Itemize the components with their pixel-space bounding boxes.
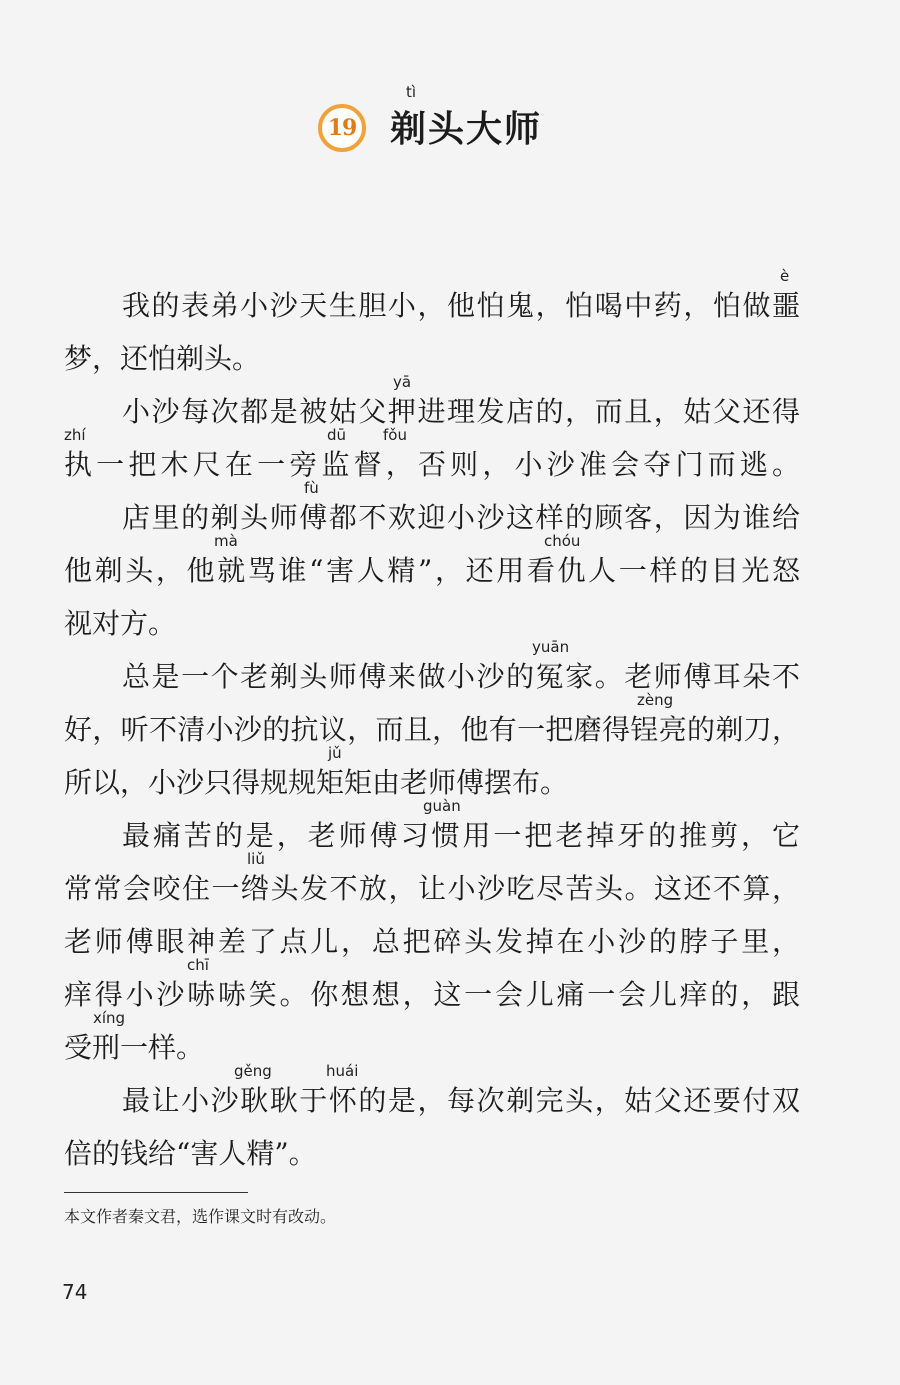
pinyin-annotation: huái — [326, 1062, 359, 1080]
pinyin-annotation: fǒu — [383, 426, 407, 444]
pinyin-annotation: zèng — [637, 691, 674, 709]
lesson-number: 19 — [327, 115, 357, 141]
footnote: 本文作者秦文君，选作课文时有改动。 — [64, 1207, 337, 1226]
pinyin-annotation: mà — [214, 532, 238, 550]
text-line: 最让小沙耿耿于怀的是，每次剃完头，姑父还要付双 — [122, 1084, 802, 1117]
text-line: 执一把木尺在一旁监督，否则，小沙准会夺门而逃。 — [64, 448, 805, 481]
text-line: 视对方。 — [64, 607, 177, 640]
pinyin-annotation: liǔ — [247, 850, 265, 868]
pinyin-annotation: dū — [327, 426, 347, 444]
text-line: 总是一个老剃头师傅来做小沙的冤家。老师傅耳朵不 — [122, 660, 802, 693]
text-line: 我的表弟小沙天生胆小，他怕鬼，怕喝中药，怕做噩 — [122, 289, 802, 322]
pinyin-annotation: guàn — [423, 797, 461, 815]
lesson-header — [0, 83, 900, 160]
text-line: 最痛苦的是，老师傅习惯用一把老掉牙的推剪，它 — [122, 819, 803, 852]
text-line: 梦，还怕剃头。 — [64, 342, 261, 375]
text-line: 痒得小沙哧哧笑。你想想，这一会儿痛一会儿痒的，跟 — [64, 978, 803, 1011]
text-line: 好，听不清小沙的抗议，而且，他有一把磨得锃亮的剃刀， — [64, 713, 801, 746]
text-line: 小沙每次都是被姑父押进理发店的，而且，姑父还得 — [122, 395, 802, 428]
pinyin-annotation: gěng — [234, 1062, 272, 1080]
pinyin-annotation: yā — [393, 373, 412, 391]
pinyin-annotation: chóu — [544, 532, 581, 550]
text-line: 受刑一样。 — [64, 1031, 205, 1064]
text-line: 店里的剃头师傅都不欢迎小沙这样的顾客，因为谁给 — [122, 501, 802, 534]
text-line: 倍的钱给“害人精”。 — [64, 1137, 317, 1170]
page-number: 74 — [62, 1280, 88, 1304]
lesson-number-badge — [318, 104, 366, 152]
lesson-title: 剃头大师 — [390, 109, 543, 150]
pinyin-annotation: chī — [187, 956, 209, 974]
footnote-divider — [64, 1192, 248, 1193]
text-line: 常常会咬住一绺头发不放，让小沙吃尽苦头。这还不算， — [64, 872, 802, 905]
text-line: 老师傅眼神差了点儿，总把碎头发掉在小沙的脖子里， — [64, 925, 803, 958]
text-line: 他剃头，他就骂谁“害人精”，还用看仇人一样的目光怒 — [64, 554, 803, 587]
pinyin-annotation: yuān — [532, 638, 570, 656]
title-pinyin: tì — [406, 83, 417, 101]
text-line: 所以，小沙只得规规矩矩由老师傅摆布。 — [64, 766, 569, 799]
pinyin-annotation: è — [780, 267, 790, 285]
pinyin-annotation: jǔ — [328, 744, 342, 762]
pinyin-annotation: fù — [304, 479, 319, 497]
pinyin-annotation: xíng — [93, 1009, 126, 1027]
pinyin-annotation: zhí — [64, 426, 86, 444]
